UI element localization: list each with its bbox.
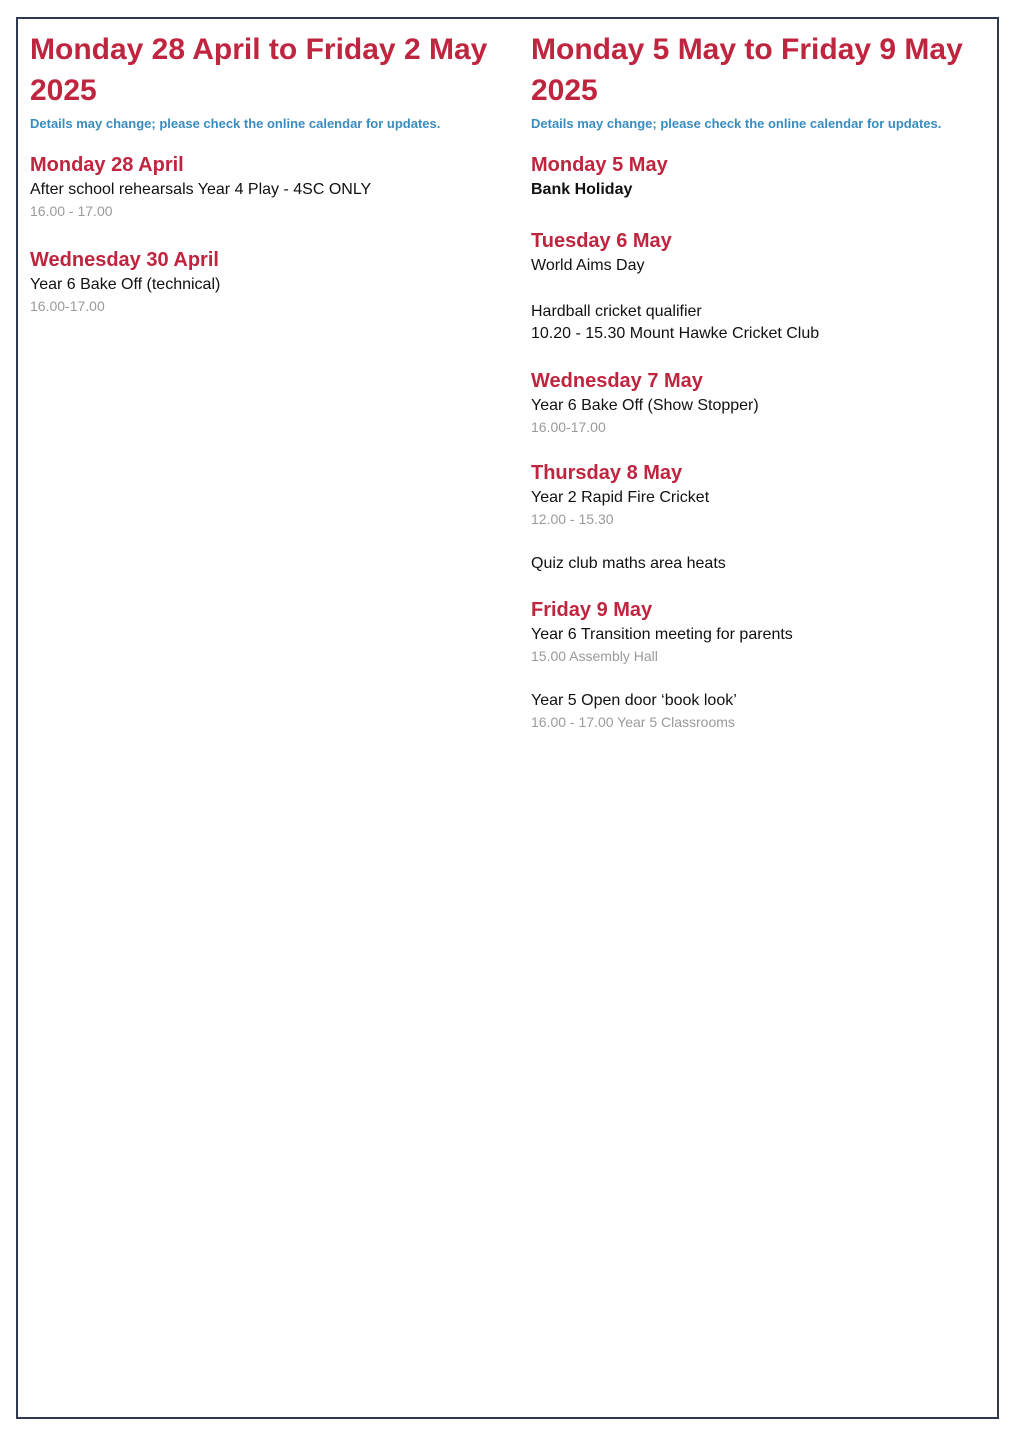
day-block-thursday-8-may — [531, 460, 1001, 575]
day-heading: Monday 5 May — [531, 154, 668, 176]
week-title: Monday 28 April to Friday 2 May 2025 — [30, 33, 488, 107]
day-heading: Thursday 8 May — [531, 462, 683, 484]
event-title: Year 6 Bake Off (technical) — [30, 276, 221, 293]
event-time: 15.00 Assembly Hall — [531, 648, 658, 664]
event-item — [531, 179, 1001, 201]
event-title: Year 6 Transition meeting for parents — [531, 626, 793, 643]
week-column-right — [531, 29, 1001, 732]
event-item — [30, 274, 500, 316]
event-title: Bank Holiday — [531, 181, 633, 198]
event-title: Year 5 Open door ‘book look’ — [531, 692, 737, 709]
day-heading: Tuesday 6 May — [531, 230, 672, 252]
event-item — [531, 624, 1001, 666]
event-item — [531, 255, 1001, 277]
event-item — [30, 179, 500, 221]
event-time: 10.20 - 15.30 Mount Hawke Cricket Club — [531, 325, 820, 342]
day-block-friday-9-may — [531, 597, 1001, 732]
day-block-tuesday-6-may — [531, 228, 1001, 345]
week-column-left — [30, 29, 500, 316]
event-time: 16.00 - 17.00 Year 5 Classrooms — [531, 714, 735, 730]
event-time: 16.00-17.00 — [531, 419, 606, 435]
page-frame — [16, 17, 999, 1419]
event-title: Year 2 Rapid Fire Cricket — [531, 489, 710, 506]
event-time: 16.00-17.00 — [30, 298, 105, 314]
event-title: Hardball cricket qualifier — [531, 303, 702, 320]
event-title: Quiz club maths area heats — [531, 555, 726, 572]
day-block-monday-28-april — [30, 152, 500, 221]
event-item — [531, 690, 1001, 732]
day-block-wednesday-30-april — [30, 247, 500, 316]
event-time: 12.00 - 15.30 — [531, 511, 614, 527]
event-item — [531, 487, 1001, 529]
event-item — [531, 395, 1001, 437]
day-heading: Wednesday 30 April — [30, 249, 219, 271]
event-item — [531, 301, 1001, 345]
day-block-monday-5-may — [531, 152, 1001, 201]
day-block-wednesday-7-may — [531, 368, 1001, 437]
day-heading: Monday 28 April — [30, 154, 184, 176]
event-title: World Aims Day — [531, 257, 645, 274]
event-title: Year 6 Bake Off (Show Stopper) — [531, 397, 759, 414]
event-item — [531, 553, 1001, 575]
calendar-notice: Details may change; please check the online calendar for updates. — [30, 116, 441, 131]
calendar-notice: Details may change; please check the online calendar for updates. — [531, 116, 942, 131]
week-title: Monday 5 May to Friday 9 May 2025 — [531, 33, 963, 107]
day-heading: Wednesday 7 May — [531, 370, 703, 392]
event-title: After school rehearsals Year 4 Play - 4SC ONLY — [30, 181, 372, 198]
day-heading: Friday 9 May — [531, 599, 653, 621]
event-time: 16.00 - 17.00 — [30, 203, 113, 219]
